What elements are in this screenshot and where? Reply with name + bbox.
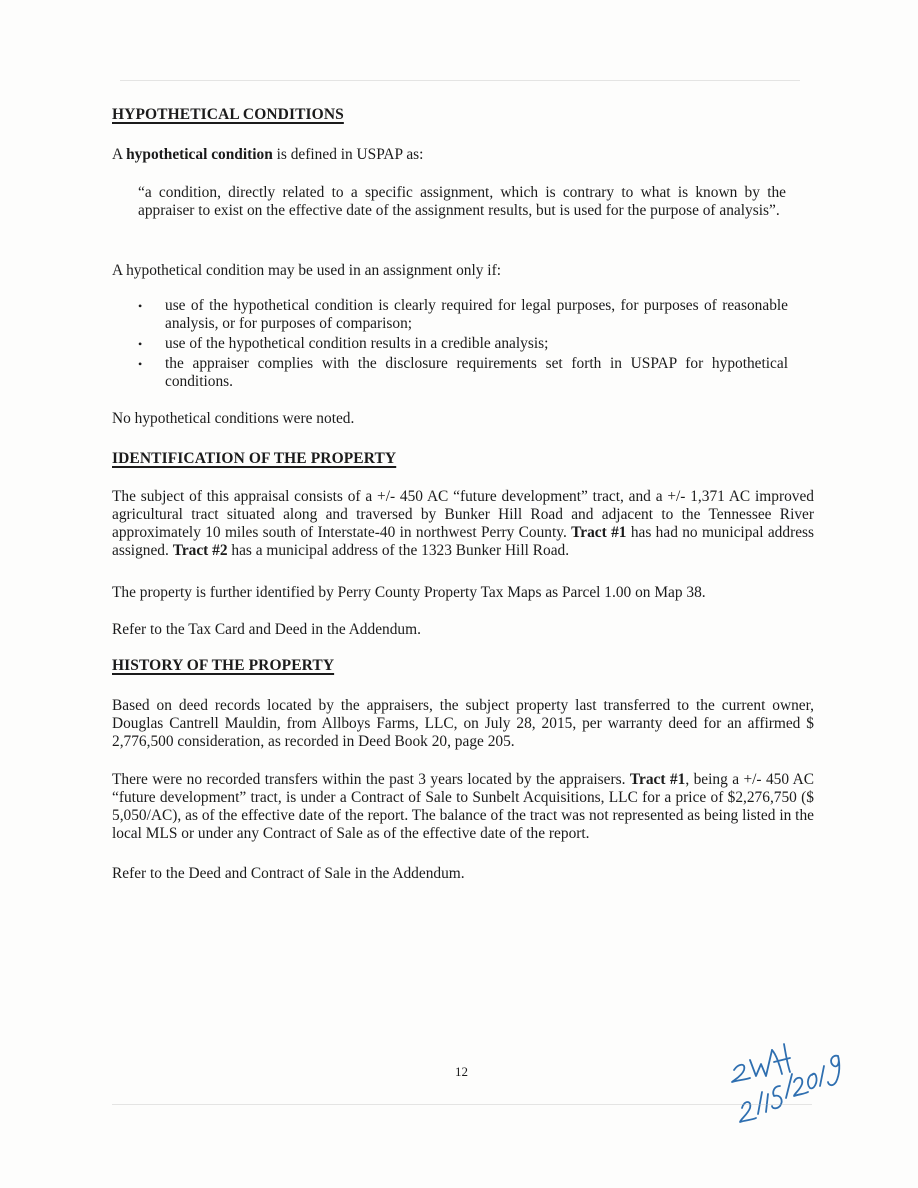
history-paragraph-2 bbox=[112, 771, 814, 843]
signature-stroke bbox=[808, 1074, 817, 1089]
text-run: There were no recorded transfers within the past 3 years located by the appraisers. bbox=[112, 771, 630, 788]
intro-prefix: A bbox=[112, 146, 127, 163]
bullet-icon: • bbox=[138, 337, 143, 351]
heading-hypothetical-conditions: HYPOTHETICAL CONDITIONS bbox=[112, 106, 344, 123]
list-item bbox=[138, 297, 788, 333]
bullet-icon: • bbox=[138, 357, 143, 371]
uspap-definition-quote: “a condition, directly related to a specific assignment, which is contrary to what is known by the appraiser to exist on the effective date of the assignment results, but is used for the purpose of analysis”. bbox=[138, 184, 786, 219]
text-run: The subject of this appraisal consists of a +/- 450 AC “future development” tract, and a +/- 1,371 AC improved agricultural tract situated along and traversed by Bunker Hill Road and adjacent to the Tennessee River approximately 10 miles south of Interstate-40 in northwest Perry County. bbox=[112, 488, 814, 541]
list-item-text: the appraiser complies with the disclosure requirements set forth in USPAP for hypothetical conditions. bbox=[165, 355, 788, 390]
hypothetical-conditions-lead: A hypothetical condition may be used in an assignment only if: bbox=[112, 262, 501, 279]
scan-artifact-line bbox=[120, 80, 800, 81]
list-item bbox=[138, 355, 788, 391]
intro-bold-term: hypothetical condition bbox=[126, 146, 273, 163]
signature-stroke bbox=[758, 1092, 762, 1114]
list-item bbox=[138, 335, 788, 353]
hypothetical-definition-intro bbox=[112, 146, 423, 164]
list-item-text: use of the hypothetical condition results in a credible analysis; bbox=[165, 335, 549, 352]
text-run: has a municipal address of the 1323 Bunker Hill Road. bbox=[227, 542, 570, 559]
history-paragraph-1: Based on deed records located by the appraisers, the subject property last transferred to the current owner, Douglas Cantrell Mauldin, from Allboys Farms, LLC, on July 28, 2015, per warranty deed for an affirmed $ 2,776,500 consideration, as recorded in Deed Book 20, page 205. bbox=[112, 697, 814, 750]
heading-identification-of-property: IDENTIFICATION OF THE PROPERTY bbox=[112, 450, 397, 467]
identification-paragraph-1 bbox=[112, 488, 814, 560]
signature-stroke bbox=[766, 1094, 768, 1112]
tract-1-label: Tract #1 bbox=[629, 771, 686, 788]
history-paragraph-3: Refer to the Deed and Contract of Sale in the Addendum. bbox=[112, 865, 465, 882]
handwritten-initials-signature bbox=[728, 1036, 858, 1136]
signature-stroke bbox=[786, 1074, 792, 1098]
intro-suffix: is defined in USPAP as: bbox=[272, 146, 424, 163]
identification-paragraph-3: Refer to the Tax Card and Deed in the Addendum. bbox=[112, 621, 421, 638]
signature-stroke bbox=[740, 1102, 756, 1122]
tract-1-label: Tract #1 bbox=[571, 524, 627, 541]
list-item-text: use of the hypothetical condition is clearly required for legal purposes, for purposes of reasonable analysis, or for purposes of comparison; bbox=[165, 297, 788, 332]
scan-artifact-line bbox=[112, 1104, 812, 1105]
signature-stroke bbox=[794, 1078, 808, 1096]
bullet-icon: • bbox=[138, 299, 143, 313]
signature-stroke bbox=[750, 1050, 772, 1076]
tract-2-label: Tract #2 bbox=[172, 542, 228, 559]
text-run: has had no municipal address assigned. bbox=[112, 524, 815, 559]
page-number: 12 bbox=[455, 1064, 468, 1079]
text-run: , being a +/- 450 AC “future development” tract, is under a Contract of Sale to Sunbelt Acquisitions, LLC for a price of $2,276,750 ($ 5,050/AC), as of the effective date of the report. The balance of the tract was not represented as being listed in the local MLS or under any Contract of Sale as of the effective date of the report. bbox=[112, 771, 814, 842]
signature-stroke bbox=[732, 1065, 750, 1082]
identification-paragraph-2: The property is further identified by Perry County Property Tax Maps as Parcel 1.00 on Map 38. bbox=[112, 584, 706, 601]
signature-stroke bbox=[820, 1066, 824, 1086]
heading-history-of-property: HISTORY OF THE PROPERTY bbox=[112, 657, 335, 674]
signature-stroke bbox=[828, 1056, 839, 1085]
no-hypothetical-conditions-note: No hypothetical conditions were noted. bbox=[112, 410, 355, 427]
hypothetical-conditions-list bbox=[138, 297, 788, 391]
